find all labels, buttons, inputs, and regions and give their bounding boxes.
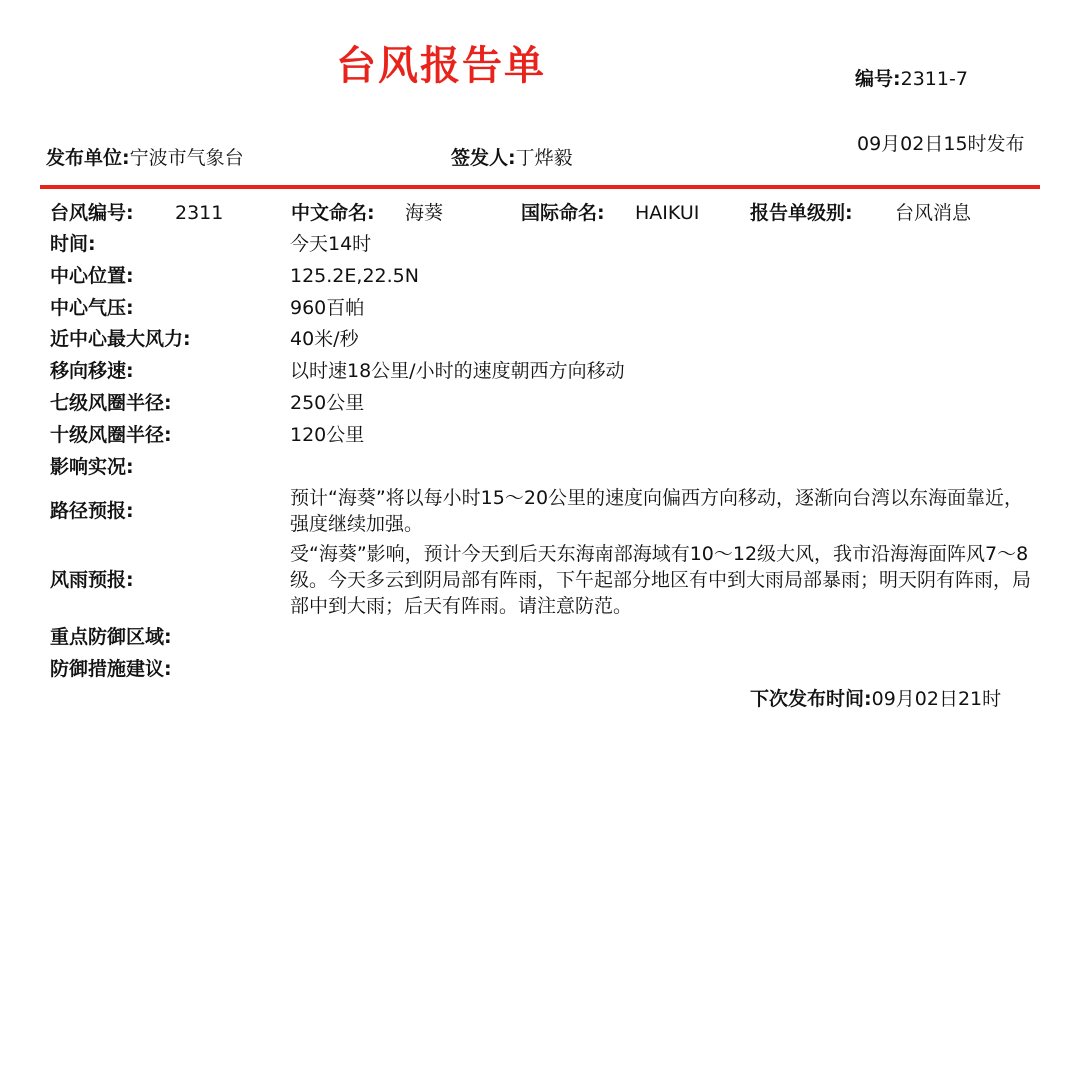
serial-label: 编号:: [855, 68, 901, 90]
issuer: [46, 145, 244, 171]
track-forecast-text: 预计“海葵”将以每小时15～20公里的速度向偏西方向移动，逐渐向台湾以东海面靠近，强度继续加强。: [290, 487, 1024, 535]
field-value: 以时速18公里/小时的速度朝西方向移动: [290, 360, 625, 382]
level-label: 报告单级别:: [750, 202, 853, 224]
red-divider: [40, 185, 1040, 189]
intl-name-value: HAIKUI: [635, 202, 700, 224]
serial-number: [855, 66, 968, 92]
signer: [451, 145, 573, 171]
issue-time: 09月02日15时发布: [857, 133, 1025, 155]
serial-value: 2311-7: [900, 68, 968, 90]
typhoon-number-label: 台风编号:: [50, 202, 134, 224]
field-label: 近中心最大风力:: [50, 328, 191, 350]
issuer-label: 发布单位:: [46, 147, 130, 169]
field-label: 十级风圈半径:: [50, 424, 172, 446]
track-forecast-label: 路径预报:: [50, 500, 134, 522]
field-value: 250公里: [290, 392, 365, 414]
typhoon-number-value: 2311: [175, 202, 224, 224]
wind-rain-forecast-text: 受“海葵”影响，预计今天到后天东海南部海域有10～12级大风，我市沿海海面阵风7～8级。今天多云到阴局部有阵雨，下午起部分地区有中到大雨局部暴雨；明天阴有阵雨，局部中到大雨；后天有阵雨。请注意防范。: [290, 543, 1032, 617]
key-defense-area-label: 重点防御区域:: [50, 626, 172, 648]
report-title: 台风报告单: [336, 43, 546, 89]
field-label: 中心位置:: [50, 265, 134, 287]
issuer-value: 宁波市气象台: [129, 147, 244, 169]
next-issue-time: [750, 686, 1001, 712]
field-value: 40米/秒: [290, 328, 359, 350]
cn-name-value: 海葵: [405, 202, 444, 224]
defense-measures-label: 防御措施建议:: [50, 658, 172, 680]
field-label: 时间:: [50, 233, 96, 255]
field-value: 960百帕: [290, 297, 365, 319]
field-label: 中心气压:: [50, 297, 134, 319]
next-issue-label: 下次发布时间:: [750, 688, 872, 710]
signer-value: 丁烨毅: [515, 147, 573, 169]
next-issue-value: 09月02日21时: [871, 688, 1002, 710]
field-label: 移向移速:: [50, 360, 134, 382]
field-value: 今天14时: [290, 233, 372, 255]
field-label: 七级风圈半径:: [50, 392, 172, 414]
level-value: 台风消息: [895, 202, 972, 224]
cn-name-label: 中文命名:: [291, 202, 375, 224]
intl-name-label: 国际命名:: [521, 202, 605, 224]
field-label: 影响实况:: [50, 456, 134, 478]
signer-label: 签发人:: [451, 147, 516, 169]
wind-rain-forecast-label: 风雨预报:: [50, 569, 134, 591]
field-value: 120公里: [290, 424, 365, 446]
field-value: 125.2E,22.5N: [290, 265, 419, 287]
